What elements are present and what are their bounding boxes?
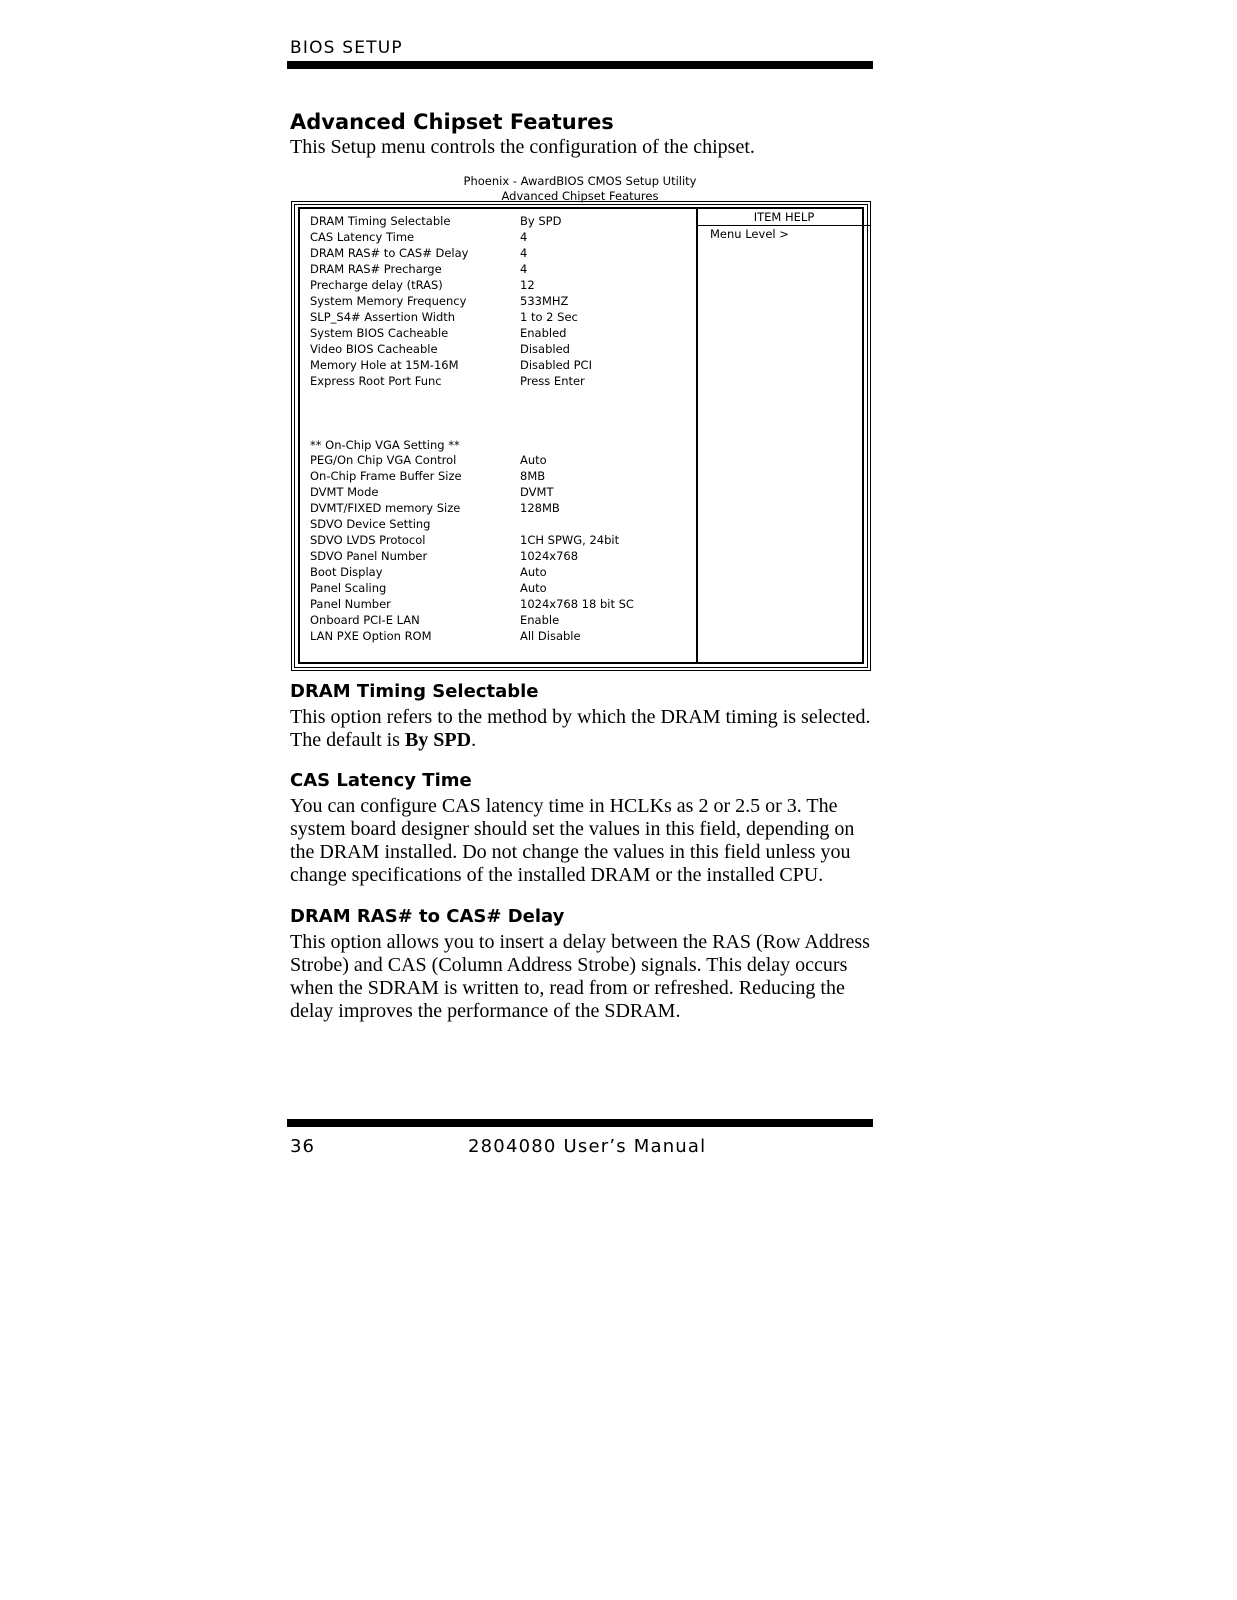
item-help-title: ITEM HELP — [698, 210, 870, 226]
bios-row-frame-buffer: On-Chip Frame Buffer Size 8MB — [310, 469, 546, 483]
bios-row-panel-number: Panel Number 1024x768 18 bit SC — [310, 597, 634, 611]
cas-latency-title: CAS Latency Time — [290, 770, 472, 791]
page-number: 36 — [290, 1136, 315, 1157]
bios-row-dvmt-mode: DVMT Mode DVMT — [310, 485, 554, 499]
bios-row-ras-cas-delay: DRAM RAS# to CAS# Delay 4 — [310, 246, 528, 260]
item-help-panel — [696, 209, 870, 662]
bios-row-lan-pxe: LAN PXE Option ROM All Disable — [310, 629, 581, 643]
item-help-text: Menu Level > — [710, 227, 789, 241]
bios-row-memory-frequency: System Memory Frequency 533MHZ — [310, 294, 569, 308]
bios-row-sdvo-panel-number: SDVO Panel Number 1024x768 — [310, 549, 579, 563]
bios-row-video-bios-cache: Video BIOS Cacheable Disabled — [310, 342, 570, 356]
cas-latency-description: You can configure CAS latency time in HCLKs as 2 or 2.5 or 3. The system board designer should set the values in this field, depending on the DRAM installed. Do not change the values in this field unless you change specifications of the installed DRAM or the installed CPU. — [290, 795, 855, 886]
footer-rule — [287, 1119, 873, 1127]
header-rule — [287, 61, 873, 69]
bios-row-system-bios-cache: System BIOS Cacheable Enabled — [310, 326, 567, 340]
bios-screen — [291, 201, 871, 671]
bios-caption-menu: Advanced Chipset Features — [501, 189, 659, 203]
bios-row-peg-vga-control: PEG/On Chip VGA Control Auto — [310, 453, 547, 467]
section-title: Advanced Chipset Features — [290, 110, 614, 134]
bios-row-express-root-port: Express Root Port Func Press Enter — [310, 374, 585, 388]
bios-row-memory-hole: Memory Hole at 15M-16M Disabled PCI — [310, 358, 592, 372]
bios-vga-heading: ** On-Chip VGA Setting ** — [310, 438, 460, 452]
bios-row-boot-display: Boot Display Auto — [310, 565, 547, 579]
ras-cas-delay-title: DRAM RAS# to CAS# Delay — [290, 906, 565, 927]
bios-row-cas-latency: CAS Latency Time 4 — [310, 230, 528, 244]
dram-timing-description: This option refers to the method by which the DRAM timing is selected. The default is By SPD. — [290, 706, 871, 751]
bios-row-dvmt-memory: DVMT/FIXED memory Size 128MB — [310, 501, 560, 515]
header-section-label: BIOS SETUP — [290, 38, 403, 58]
dram-timing-title: DRAM Timing Selectable — [290, 681, 539, 702]
bios-caption-utility: Phoenix - AwardBIOS CMOS Setup Utility — [463, 174, 697, 188]
bios-row-sdvo-device: SDVO Device Setting — [310, 517, 431, 531]
bios-row-ras-precharge: DRAM RAS# Precharge 4 — [310, 262, 528, 276]
bios-row-dram-timing: DRAM Timing Selectable By SPD — [310, 214, 562, 228]
section-intro: This Setup menu controls the configuration of the chipset. — [290, 136, 755, 158]
bios-row-precharge-delay: Precharge delay (tRAS) 12 — [310, 278, 535, 292]
dram-timing-default: By SPD — [404, 729, 472, 751]
manual-title: 2804080 User’s Manual — [468, 1136, 707, 1157]
bios-row-sdvo-lvds: SDVO LVDS Protocol 1CH SPWG, 24bit — [310, 533, 620, 547]
bios-row-panel-scaling: Panel Scaling Auto — [310, 581, 547, 595]
bios-row-onboard-lan: Onboard PCI-E LAN Enable — [310, 613, 560, 627]
ras-cas-delay-description: This option allows you to insert a delay between the RAS (Row Address Strobe) and CAS (Column Address Strobe) signals. This delay occurs when the SDRAM is written to, read from or refreshed. Reducing the delay improves the performance of the SDRAM. — [290, 931, 870, 1022]
bios-row-slp-s4: SLP_S4# Assertion Width 1 to 2 Sec — [310, 310, 578, 324]
bios-screen-inner — [298, 207, 864, 664]
